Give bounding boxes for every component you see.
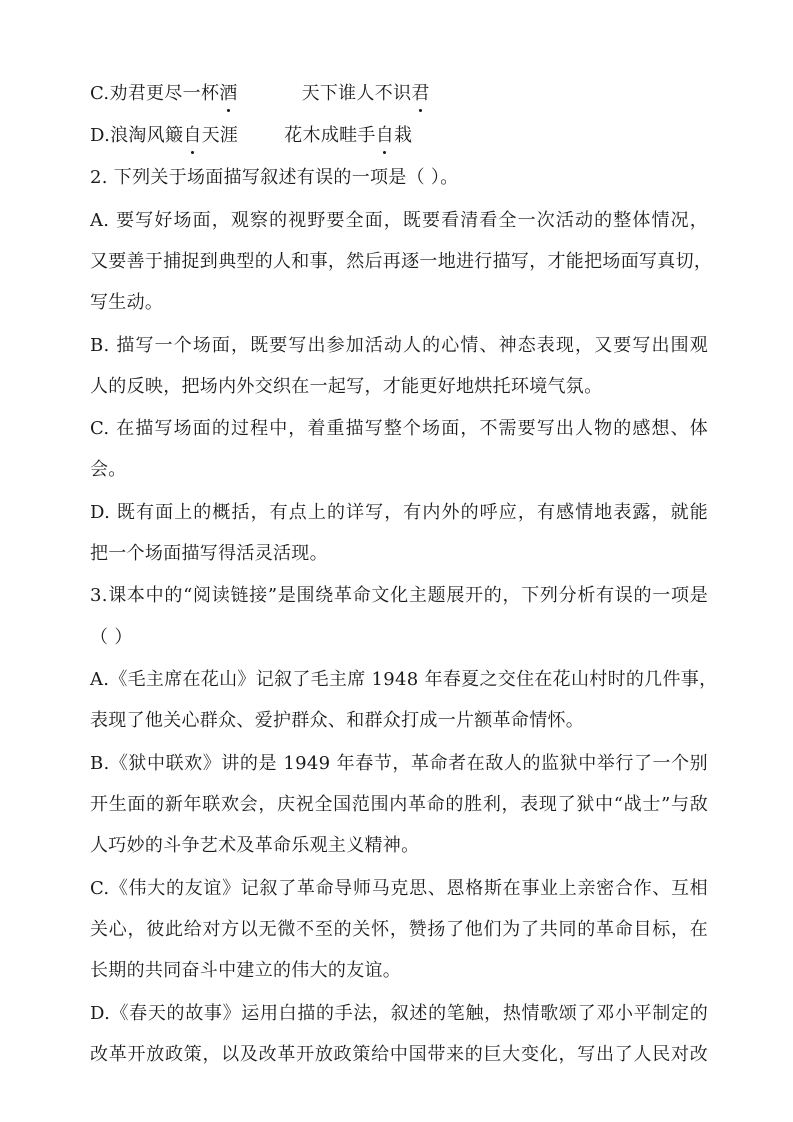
q3-option-a-line-1: A.《毛主席在花山》记叙了毛主席 1948 年春夏之交住在花山村时的几件事，	[90, 669, 718, 690]
q2-option-b-line-2: 人的反映，把场内外交织在一起写，才能更好地烘托环境气氛。	[90, 376, 603, 397]
q2-option-a-line-2: 又要善于捕捉到典型的人和事，然后再逐一地进行描写，才能把场面写真切，	[90, 251, 713, 272]
q1-option-d-text-d: 栽	[394, 125, 413, 146]
q2-option-c-line-2: 会。	[90, 459, 127, 480]
q3-option-b-line-3: 人巧妙的斗争艺术及革命乐观主义精神。	[90, 835, 420, 856]
emphasis-dot-char: 自	[183, 125, 202, 146]
q2-option-a-line-1: A. 要写好场面，观察的视野要全面，既要看清看全一次活动的整体情况，	[90, 210, 708, 231]
q3-option-a-line-2: 表现了他关心群众、爱护群众、和群众打成一片额革命情怀。	[90, 710, 585, 731]
q3-option-c-line-2: 关心，彼此给对方以无微不至的关怀，赞扬了他们为了共同的革命目标，在	[90, 919, 708, 940]
q3-option-c-line-1: C.《伟大的友谊》记叙了革命导师马克思、恩格斯在事业上亲密合作、互相	[90, 878, 708, 899]
q2-option-c-line-1: C. 在描写场面的过程中，着重描写整个场面，不需要写出人物的感想、体	[90, 418, 708, 439]
q1-option-d-text-c: 花木成畦手	[284, 125, 376, 146]
q1-option-d-text-b: 天涯	[201, 125, 239, 146]
q2-option-d-line-2: 把一个场面描写得活灵活现。	[90, 543, 328, 564]
q3-stem-line-1: 3.课本中的“阅读链接”是围绕革命文化主题展开的，下列分析有误的一项是	[90, 585, 708, 606]
emphasis-dot-char: 酒	[219, 83, 238, 104]
emphasis-dot-char: 自	[375, 125, 395, 146]
q1-option-c-text-b: 天下谁人不识	[301, 83, 412, 104]
q3-stem-line-2: （ ）	[90, 627, 133, 648]
q1-option-d-text-a: D.浪淘风簸	[90, 125, 184, 146]
emphasis-dot-char: 君	[411, 83, 430, 104]
q2-option-d-line-1: D. 既有面上的概括，有点上的详写，有内外的呼应，有感情地表露，就能	[90, 502, 708, 523]
q3-option-d-line-2: 改革开放政策，以及改革开放政策给中国带来的巨大变化，写出了人民对改	[90, 1044, 708, 1065]
q3-option-b-line-1: B.《狱中联欢》讲的是 1949 年春节，革命者在敌人的监狱中举行了一个别	[90, 753, 708, 774]
q3-option-b-line-2: 开生面的新年联欢会，庆祝全国范围内革命的胜利，表现了狱中“战士”与敌	[90, 794, 708, 815]
q2-option-b-line-1: B. 描写一个场面，既要写出参加活动人的心情、神态表现，又要写出围观	[90, 335, 708, 356]
q3-option-c-line-3: 长期的共同奋斗中建立的伟大的友谊。	[90, 960, 402, 981]
q1-option-c	[90, 82, 708, 106]
q2-option-a-line-3: 写生动。	[90, 292, 164, 313]
q1-option-d	[90, 124, 708, 148]
q1-option-c-text-a: C.劝君更尽一杯	[90, 83, 220, 104]
q3-option-d-line-1: D.《春天的故事》运用白描的手法，叙述的笔触，热情歌颂了邓小平制定的	[90, 1003, 708, 1024]
q2-stem: 2. 下列关于场面描写叙述有误的一项是（ ）。	[90, 167, 459, 188]
